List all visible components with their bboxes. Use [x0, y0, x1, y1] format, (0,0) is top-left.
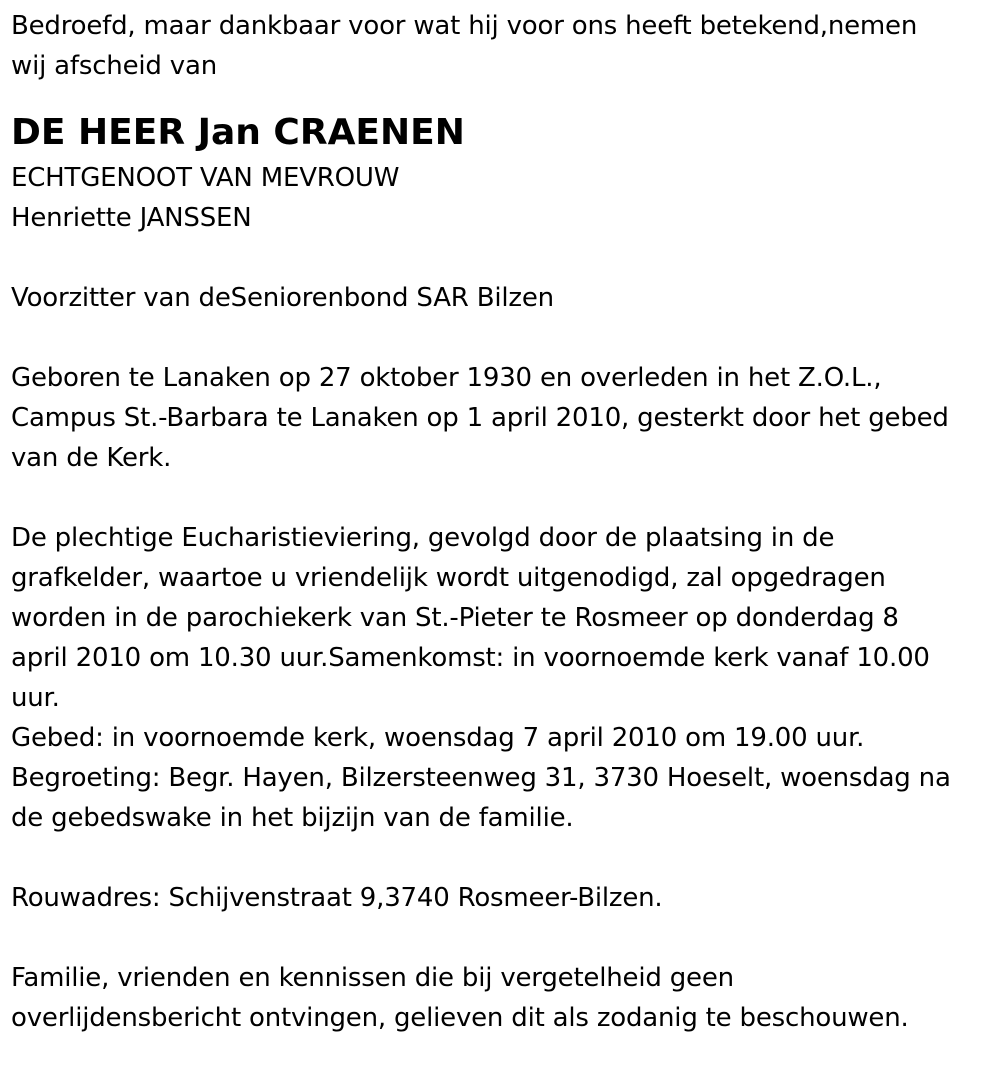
spacer	[11, 838, 1000, 878]
closing-line-1: Familie, vrienden en kennissen die bij vergetelheid geen	[11, 963, 734, 993]
intro-line-1: Bedroefd, maar dankbaar voor wat hij voor ons heeft betekend,nemen	[11, 11, 918, 41]
intro-line-2: wij afscheid van	[11, 51, 217, 81]
closing-line-2: overlijdensbericht ontvingen, gelieven dit als zodanig te beschouwen.	[11, 1003, 909, 1033]
spacer	[11, 238, 1000, 278]
birth-death-line-3: van de Kerk.	[11, 443, 172, 473]
birth-death-line-2: Campus St.-Barbara te Lanaken op 1 april 2010, gesterkt door het gebed	[11, 403, 949, 433]
spacer	[11, 86, 1000, 106]
ceremony-line-1: De plechtige Eucharistieviering, gevolgd door de plaatsing in de	[11, 523, 835, 553]
ceremony-line-4: april 2010 om 10.30 uur.Samenkomst: in voornoemde kerk vanaf 10.00	[11, 643, 930, 673]
birth-death-paragraph	[11, 358, 1000, 478]
ceremony-line-2: grafkelder, waartoe u vriendelijk wordt uitgenodigd, zal opgedragen	[11, 563, 886, 593]
intro-paragraph	[11, 6, 1000, 86]
spouse-line-1: ECHTGENOOT VAN MEVROUW	[11, 163, 400, 193]
spacer	[11, 918, 1000, 958]
spacer	[11, 478, 1000, 518]
birth-death-line-1: Geboren te Lanaken op 27 oktober 1930 en overleden in het Z.O.L.,	[11, 363, 882, 393]
spacer	[11, 318, 1000, 358]
greeting-line-1: Begroeting: Begr. Hayen, Bilzersteenweg 31, 3730 Hoeselt, woensdag na	[11, 763, 951, 793]
ceremony-line-3: worden in de parochiekerk van St.-Pieter te Rosmeer op donderdag 8	[11, 603, 899, 633]
ceremony-line-5: uur.	[11, 683, 60, 713]
greeting-line-2: de gebedswake in het bijzijn van de familie.	[11, 803, 574, 833]
role-line: Voorzitter van deSeniorenbond SAR Bilzen	[11, 283, 554, 313]
prayer-line: Gebed: in voornoemde kerk, woensdag 7 april 2010 om 19.00 uur.	[11, 723, 865, 753]
deceased-name: DE HEER Jan CRAENEN	[11, 112, 465, 153]
mourning-address: Rouwadres: Schijvenstraat 9,3740 Rosmeer-Bilzen.	[11, 883, 663, 913]
ceremony-paragraph	[11, 518, 1000, 838]
spouse-line-2: Henriette JANSSEN	[11, 203, 252, 233]
closing-paragraph	[11, 958, 1000, 1038]
